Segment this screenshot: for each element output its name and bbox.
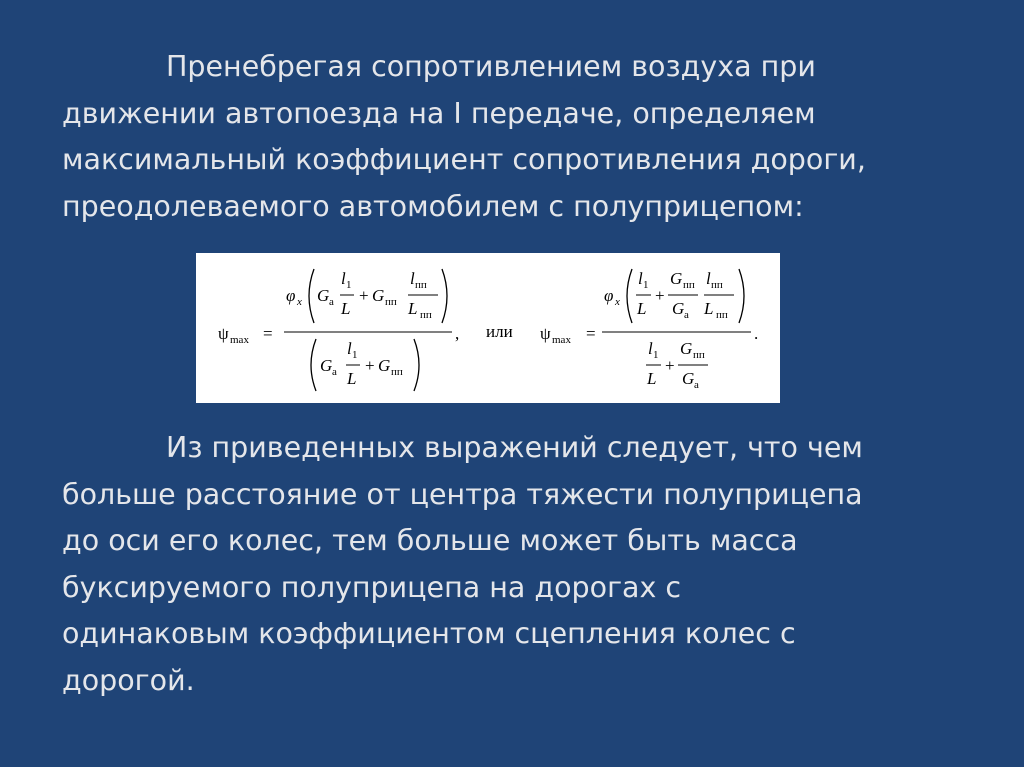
G-symbol: G xyxy=(682,369,695,388)
G-symbol: G xyxy=(378,356,391,375)
G-subscript: пп xyxy=(693,349,705,361)
G-subscript: а xyxy=(694,379,699,391)
L-subscript: пп xyxy=(716,309,728,321)
equals-sign: = xyxy=(263,324,273,343)
open-paren xyxy=(311,339,316,391)
open-paren xyxy=(627,269,632,323)
G-subscript: а xyxy=(329,296,334,308)
phi-symbol: φ xyxy=(286,286,296,305)
text-line: до оси его колес, тем больше может быть масса xyxy=(62,524,798,557)
L-symbol: L xyxy=(637,299,647,318)
text-line: Из приведенных выражений следует, что чем xyxy=(166,431,863,464)
comma: , xyxy=(455,324,460,343)
phi-subscript: x xyxy=(615,296,620,308)
plus-sign: + xyxy=(655,286,665,305)
psi-symbol: ψ xyxy=(218,324,229,343)
text-line: движении автопоезда на I передаче, определяем xyxy=(62,96,816,130)
equals-sign: = xyxy=(586,324,596,343)
G-symbol: G xyxy=(672,299,685,318)
G-subscript: а xyxy=(332,366,337,378)
phi-symbol: φ xyxy=(604,286,614,305)
psi-subscript: max xyxy=(552,334,571,346)
text-line: буксируемого полуприцепа на дорогах с xyxy=(62,570,682,604)
text-line: Пренебрегая сопротивлением воздуха при xyxy=(166,50,816,83)
separator-word: или xyxy=(486,322,513,341)
period: . xyxy=(754,324,759,343)
l-subscript: пп xyxy=(711,279,723,291)
l-subscript: пп xyxy=(415,279,427,291)
intro-paragraph xyxy=(62,44,962,230)
text-line: максимальный коэффициент сопротивления дороги, xyxy=(62,143,866,176)
G-symbol: G xyxy=(670,269,683,288)
L-symbol: L xyxy=(408,299,418,318)
L-symbol: L xyxy=(347,369,357,388)
close-paren xyxy=(739,269,744,323)
L-symbol: L xyxy=(704,299,714,318)
text-line: больше расстояние от центра тяжести полуприцепа xyxy=(62,477,863,511)
formula-left xyxy=(218,269,459,391)
plus-sign: + xyxy=(359,286,369,305)
l-subscript: 1 xyxy=(643,279,649,291)
psi-symbol: ψ xyxy=(540,324,551,343)
L-symbol: L xyxy=(647,369,657,388)
text-line: преодолеваемого автомобилем с полуприцепом: xyxy=(62,189,804,223)
text-line: одинаковым коэффициентом сцепления колес с xyxy=(62,617,796,650)
G-symbol: G xyxy=(372,286,385,305)
open-paren xyxy=(309,269,314,323)
l-symbol: l xyxy=(347,339,352,358)
l-subscript: 1 xyxy=(352,349,358,361)
G-subscript: пп xyxy=(683,279,695,291)
formula-image xyxy=(196,253,780,403)
phi-subscript: x xyxy=(297,296,302,308)
L-subscript: пп xyxy=(420,309,432,321)
formula-svg xyxy=(196,253,780,403)
close-paren xyxy=(442,269,447,323)
l-symbol: l xyxy=(648,339,653,358)
G-symbol: G xyxy=(320,356,333,375)
l-symbol: l xyxy=(410,269,415,288)
psi-subscript: max xyxy=(230,334,249,346)
G-subscript: а xyxy=(684,309,689,321)
close-paren xyxy=(414,339,419,391)
G-symbol: G xyxy=(317,286,330,305)
text-line: дорогой. xyxy=(62,663,195,697)
L-symbol: L xyxy=(341,299,351,318)
l-symbol: l xyxy=(341,269,346,288)
l-symbol: l xyxy=(706,269,711,288)
formula-right xyxy=(540,269,758,391)
l-symbol: l xyxy=(638,269,643,288)
l-subscript: 1 xyxy=(346,279,352,291)
l-subscript: 1 xyxy=(653,349,659,361)
plus-sign: + xyxy=(665,356,675,375)
plus-sign: + xyxy=(365,356,375,375)
conclusion-paragraph xyxy=(62,425,962,704)
G-subscript: пп xyxy=(391,366,403,378)
G-subscript: пп xyxy=(385,296,397,308)
G-symbol: G xyxy=(680,339,693,358)
